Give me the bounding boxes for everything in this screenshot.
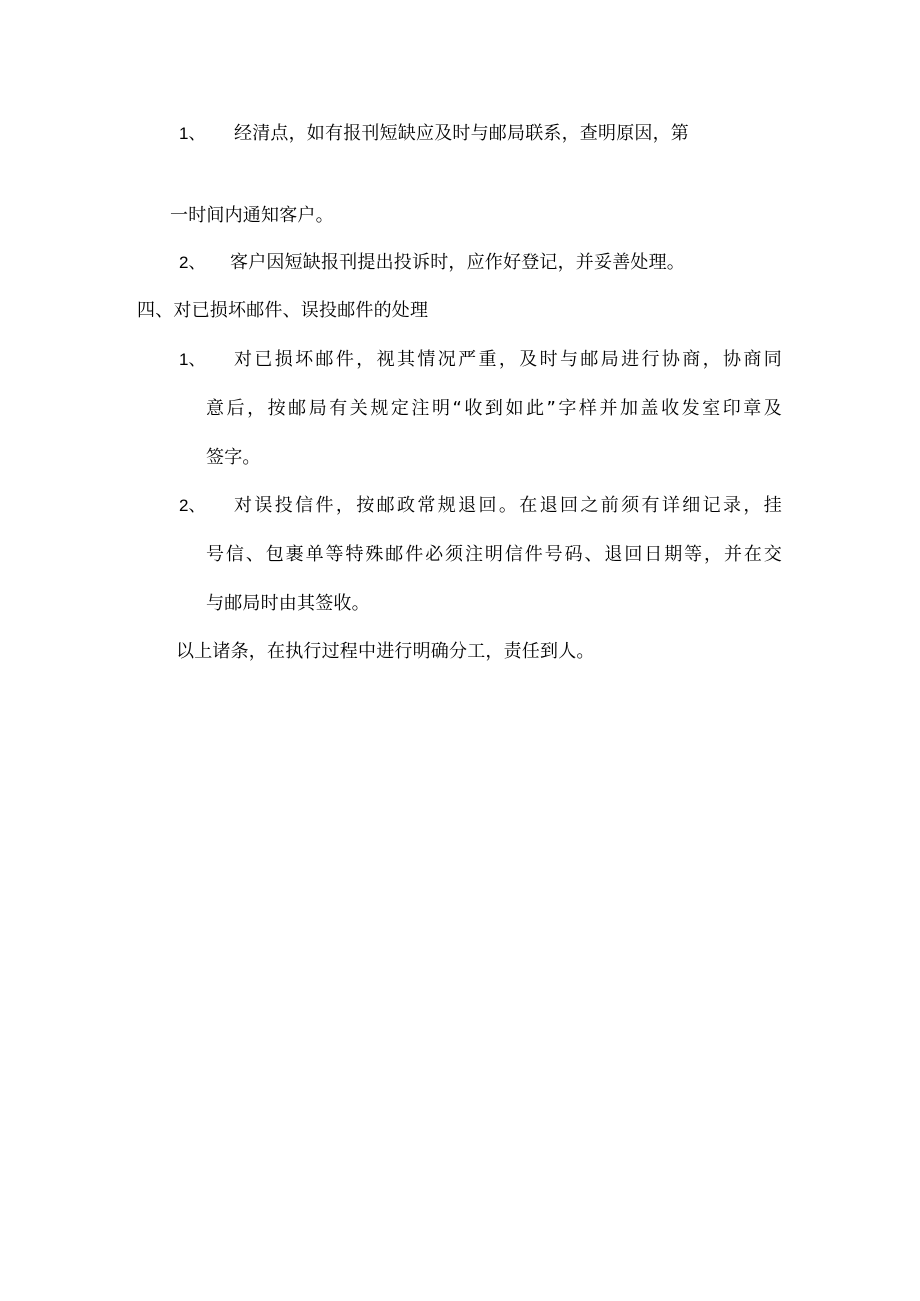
paragraph-line: 意后，按邮局有关规定注明“收到如此”字样并加盖收发室印章及 bbox=[206, 398, 782, 419]
item-number: 2、 bbox=[179, 253, 206, 272]
paragraph-line: 对误投信件，按邮政常规退回。在退回之前须有详细记录，挂 bbox=[234, 495, 782, 516]
paragraph-line: 对已损坏邮件，视其情况严重，及时与邮局进行协商，协商同 bbox=[234, 349, 782, 370]
paragraph-line: 经清点，如有报刊短缺应及时与邮局联系，查明原因，第 bbox=[234, 123, 689, 144]
item-number: 1、 bbox=[179, 124, 206, 143]
section-heading: 四、对已损坏邮件、误投邮件的处理 bbox=[137, 300, 429, 321]
paragraph-line: 一时间内通知客户。 bbox=[170, 205, 334, 226]
paragraph-line: 客户因短缺报刊提出投诉时，应作好登记，并妥善处理。 bbox=[230, 252, 685, 273]
closing-paragraph: 以上诸条，在执行过程中进行明确分工，责任到人。 bbox=[176, 641, 595, 662]
paragraph-line: 号信、包裹单等特殊邮件必须注明信件号码、退回日期等，并在交 bbox=[206, 544, 782, 565]
paragraph-line: 签字。 bbox=[206, 447, 261, 468]
item-number: 1、 bbox=[179, 350, 206, 369]
item-number: 2、 bbox=[179, 496, 206, 515]
paragraph-line: 与邮局时由其签收。 bbox=[206, 593, 370, 614]
